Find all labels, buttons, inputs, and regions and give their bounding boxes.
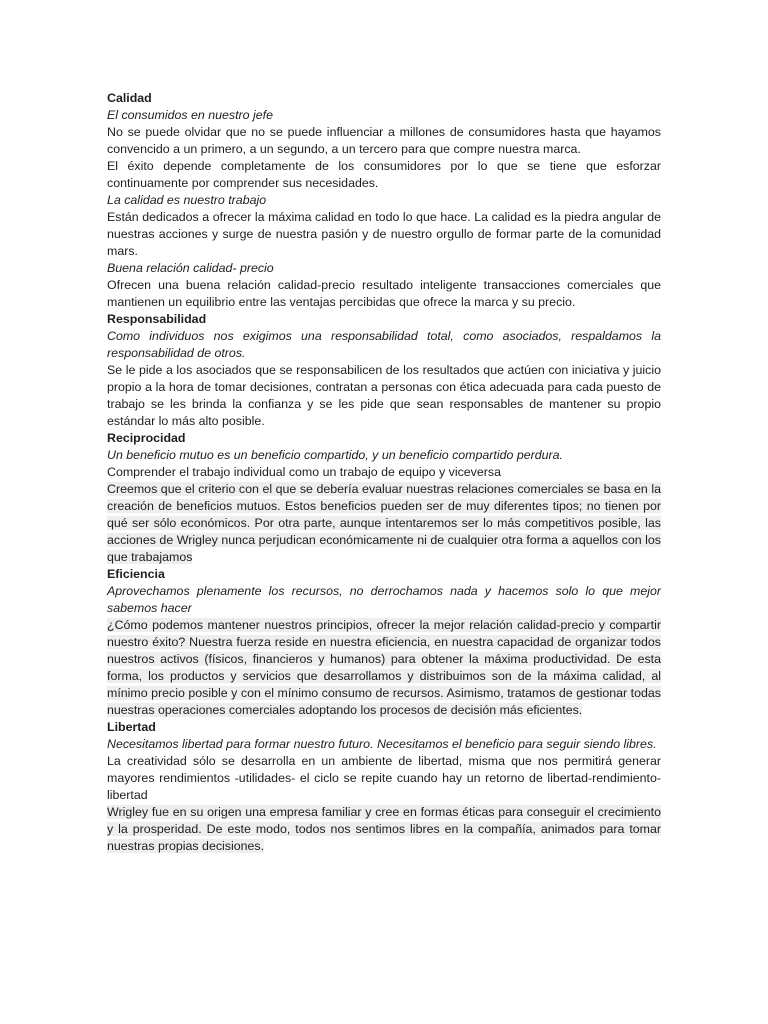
section-subtitle: Necesitamos libertad para formar nuestro futuro. Necesitamos el beneficio para seguir siendo libres. — [107, 737, 657, 751]
paragraph: La creatividad sólo se desarrolla en un ambiente de libertad, misma que nos permitirá generar mayores rendimientos -utilidades- el ciclo se repite cuando hay un retorno de libertad-rendimiento-libertad — [107, 754, 661, 802]
section-subtitle: La calidad es nuestro trabajo — [107, 193, 267, 207]
paragraph: Están dedicados a ofrecer la máxima calidad en todo lo que hace. La calidad es la piedra angular de nuestras acciones y surge de nuestra pasión y de nuestro orgullo de formar parte de la comunidad mars. — [107, 210, 661, 258]
section-heading: Eficiencia — [107, 567, 165, 581]
section-eficiencia — [107, 566, 661, 719]
highlighted-text: Wrigley fue en su origen una empresa familiar y cree en formas éticas para conseguir el crecimiento y la prosperidad. De este modo, todos nos sentimos libres en la compañía, animados para tomar nuestras propias decisiones. — [107, 805, 661, 853]
section-subtitle: El consumidos en nuestro jefe — [107, 108, 273, 122]
section-libertad — [107, 719, 661, 855]
section-heading: Reciprocidad — [107, 431, 186, 445]
paragraph: Ofrecen una buena relación calidad-precio resultado inteligente transacciones comerciales que mantienen un equilibrio entre las ventajas percibidas que ofrece la marca y su precio. — [107, 278, 661, 309]
section-subtitle: Aprovechamos plenamente los recursos, no derrochamos nada y hacemos solo lo que mejor sabemos hacer — [107, 584, 661, 615]
paragraph: No se puede olvidar que no se puede influenciar a millones de consumidores hasta que hayamos convencido a un primero, a un segundo, a un tercero para que compre nuestra marca. — [107, 125, 661, 156]
section-subtitle: Como individuos nos exigimos una responsabilidad total, como asociados, respaldamos la responsabilidad de otros. — [107, 329, 661, 360]
highlighted-paragraph — [107, 481, 661, 566]
section-subtitle: Buena relación calidad- precio — [107, 261, 274, 275]
highlighted-text: ¿Cómo podemos mantener nuestros principios, ofrecer la mejor relación calidad-precio y compartir nuestro éxito? Nuestra fuerza reside en nuestra eficiencia, en nuestra capacidad de organizar todos nuestros activos (físicos, financieros y humanos) para obtener la máxima productividad. De esta forma, los productos y servicios que desarrollamos y distribuimos son de la máxima calidad, al mínimo precio posible y con el mínimo consumo de recursos. Asimismo, tratamos de gestionar todas nuestras operaciones comerciales adoptando los procesos de decisión más eficientes. — [107, 618, 661, 717]
section-heading: Libertad — [107, 720, 156, 734]
highlighted-text: Creemos que el criterio con el que se debería evaluar nuestras relaciones comerciales se basa en la creación de beneficios mutuos. Estos beneficios pueden ser de muy diferentes tipos; no tienen por qué ser sólo económicos. Por otra parte, aunque intentaremos ser lo más competitivos posible, las acciones de Wrigley nunca perjudican económicamente ni de cualquier otra forma a aquellos con los que trabajamos — [107, 482, 661, 564]
section-heading: Calidad — [107, 91, 152, 105]
section-heading: Responsabilidad — [107, 312, 207, 326]
paragraph: Se le pide a los asociados que se responsabilicen de los resultados que actúen con iniciativa y juicio propio a la hora de tomar decisiones, contratan a personas con ética adecuada para cada puesto de trabajo se les brinda la confianza y se les pide que sean responsables de mantener su propio estándar lo más alto posible. — [107, 363, 661, 428]
section-reciprocidad — [107, 430, 661, 566]
section-responsabilidad — [107, 311, 661, 430]
paragraph: El éxito depende completamente de los consumidores por lo que se tiene que esforzar continuamente por comprender sus necesidades. — [107, 159, 661, 190]
highlighted-paragraph — [107, 804, 661, 855]
document-body — [107, 90, 661, 855]
section-calidad — [107, 90, 661, 311]
paragraph: Comprender el trabajo individual como un trabajo de equipo y viceversa — [107, 465, 501, 479]
highlighted-paragraph — [107, 617, 661, 719]
section-subtitle: Un beneficio mutuo es un beneficio compartido, y un beneficio compartido perdura. — [107, 448, 563, 462]
